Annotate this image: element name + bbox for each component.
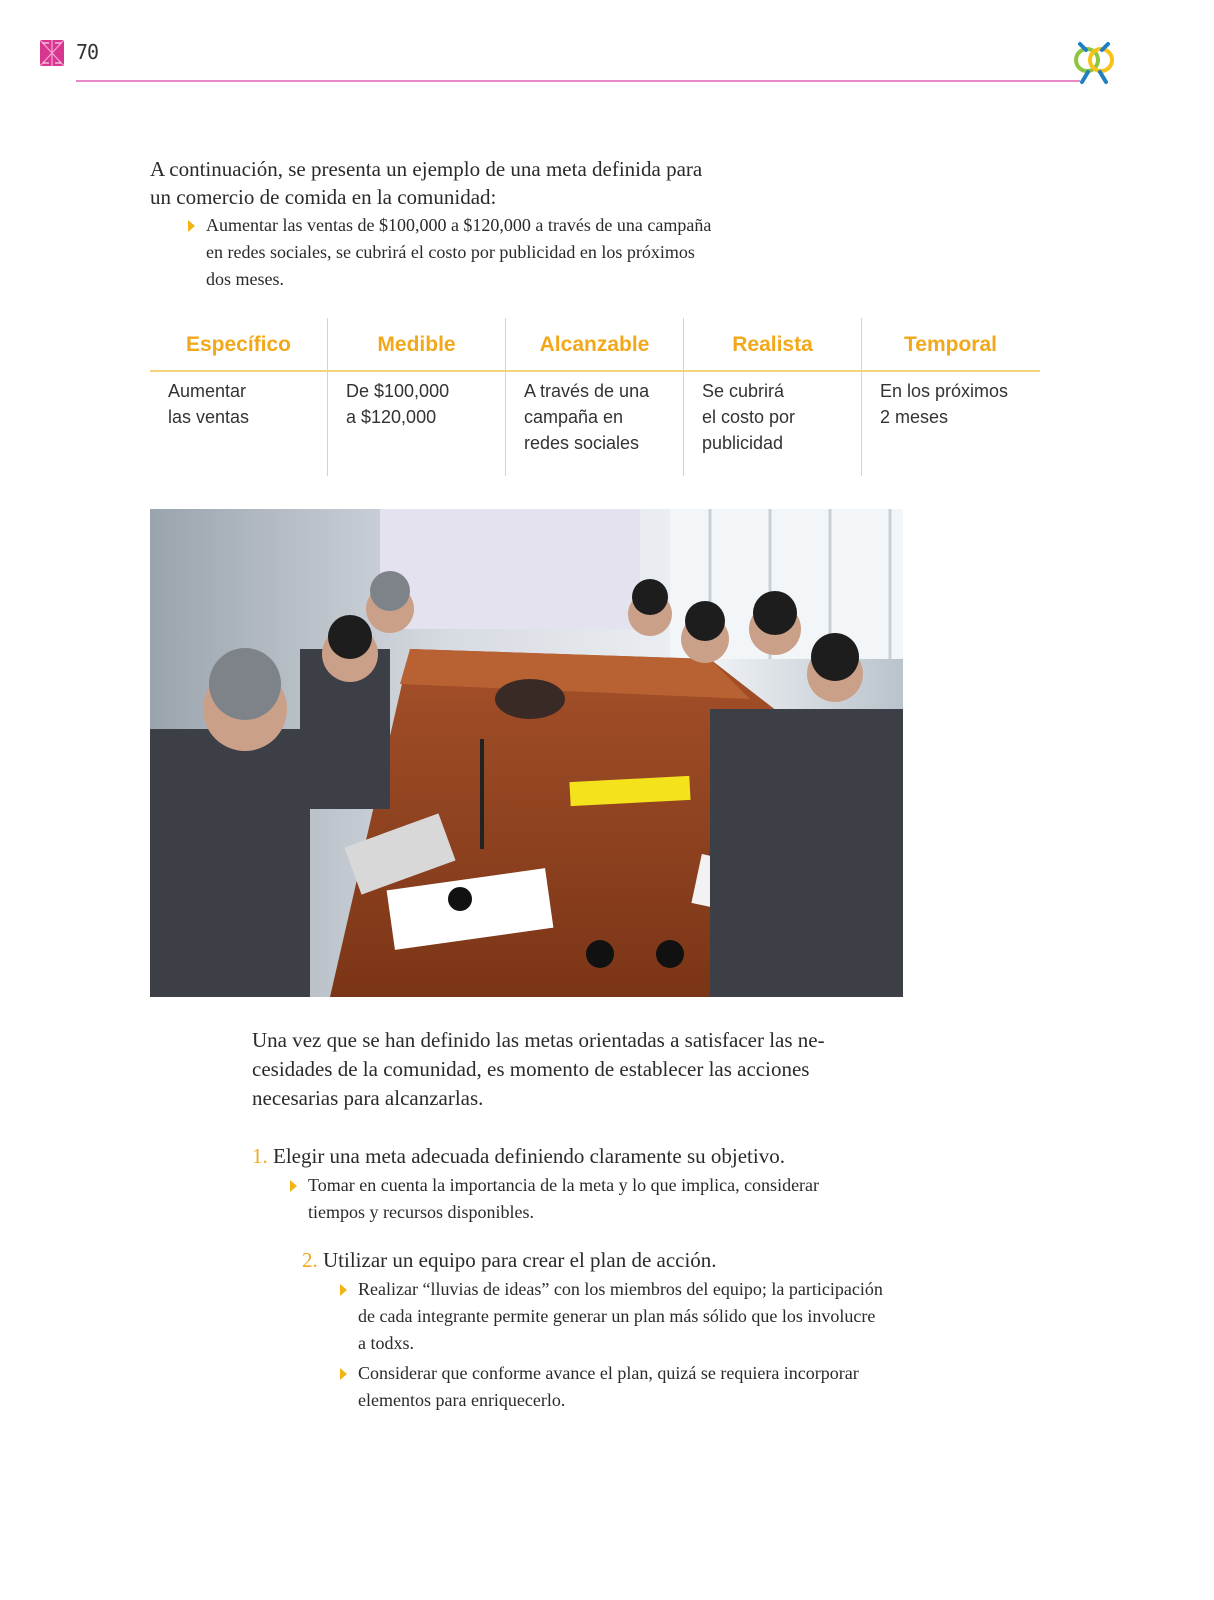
- bullet-line: elementos para enriquecerlo.: [358, 1390, 566, 1410]
- cell-medible: [346, 378, 496, 430]
- cell-line: 2 meses: [880, 407, 949, 427]
- bullet-line: Tomar en cuenta la importancia de la meta y lo que implica, considerar: [308, 1175, 820, 1195]
- header-pattern-icon: [40, 40, 64, 66]
- bullet-line: Realizar “lluvias de ideas” con los miembros del equipo; la participación: [358, 1279, 883, 1299]
- bullet-icon: [188, 220, 195, 232]
- body-line: Una vez que se han definido las metas orientadas a satisfacer las ne-: [252, 1028, 825, 1052]
- meeting-photo: [150, 509, 903, 997]
- bullet-line: tiempos y recursos disponibles.: [308, 1202, 534, 1222]
- column-header-alcanzable: Alcanzable: [539, 333, 650, 356]
- intro-bullet: [206, 212, 796, 293]
- bullet-icon: [340, 1368, 347, 1380]
- cell-especifico: [168, 378, 318, 430]
- list-item-text: Elegir una meta adecuada definiendo claramente su objetivo.: [273, 1144, 785, 1168]
- bullet-line: a todxs.: [358, 1333, 414, 1353]
- body-line: cesidades de la comunidad, es momento de establecer las acciones: [252, 1057, 810, 1081]
- cell-line: el costo por: [702, 407, 796, 427]
- cell-line: A través de una: [524, 381, 650, 401]
- list-item-2-bullet-2: [358, 1360, 968, 1414]
- cell-alcanzable: [524, 378, 682, 456]
- intro-line: un comercio de comida en la comunidad:: [150, 185, 497, 209]
- cell-temporal: [880, 378, 1038, 430]
- page-number: 70: [76, 40, 99, 64]
- column-header-realista: Realista: [732, 333, 813, 356]
- bullet-line: de cada integrante permite generar un plan más sólido que los involucre: [358, 1306, 876, 1326]
- cell-line: campaña en: [524, 407, 624, 427]
- intro-bullet-line: dos meses.: [206, 269, 284, 289]
- list-number: 1.: [252, 1144, 268, 1168]
- cell-line: Aumentar: [168, 381, 247, 401]
- bullet-line: Considerar que conforme avance el plan, quizá se requiera incorporar: [358, 1363, 859, 1383]
- cell-line: Se cubrirá: [702, 381, 785, 401]
- intro-bullet-line: Aumentar las ventas de $100,000 a $120,000 a través de una campaña: [206, 215, 712, 235]
- cell-realista: [702, 378, 852, 456]
- cell-line: a $120,000: [346, 407, 437, 427]
- cell-line: las ventas: [168, 407, 250, 427]
- list-item-text: Utilizar un equipo para crear el plan de acción.: [323, 1248, 717, 1272]
- header-rule: [76, 80, 1080, 82]
- cell-line: publicidad: [702, 433, 784, 453]
- column-header-especifico: Específico: [185, 333, 292, 356]
- interlocked-circles-logo-icon: [1070, 38, 1118, 86]
- list-item-1-bullet: [308, 1172, 908, 1226]
- body-line: necesarias para alcanzarlas.: [252, 1086, 484, 1110]
- list-item-2-bullet-1: [358, 1276, 968, 1357]
- body-paragraph: [252, 1026, 902, 1113]
- bullet-icon: [340, 1284, 347, 1296]
- column-header-temporal: Temporal: [904, 333, 997, 356]
- intro-line: A continuación, se presenta un ejemplo de una meta definida para: [150, 157, 703, 181]
- cell-line: redes sociales: [524, 433, 640, 453]
- column-header-medible: Medible: [377, 333, 456, 356]
- intro-paragraph: [150, 155, 790, 211]
- cell-line: En los próximos: [880, 381, 1009, 401]
- bullet-icon: [290, 1180, 297, 1192]
- intro-bullet-line: en redes sociales, se cubrirá el costo por publicidad en los próximos: [206, 242, 695, 262]
- list-number: 2.: [302, 1248, 318, 1272]
- cell-line: De $100,000: [346, 381, 450, 401]
- list-item-2: [302, 1246, 717, 1274]
- list-item-1: [252, 1142, 785, 1170]
